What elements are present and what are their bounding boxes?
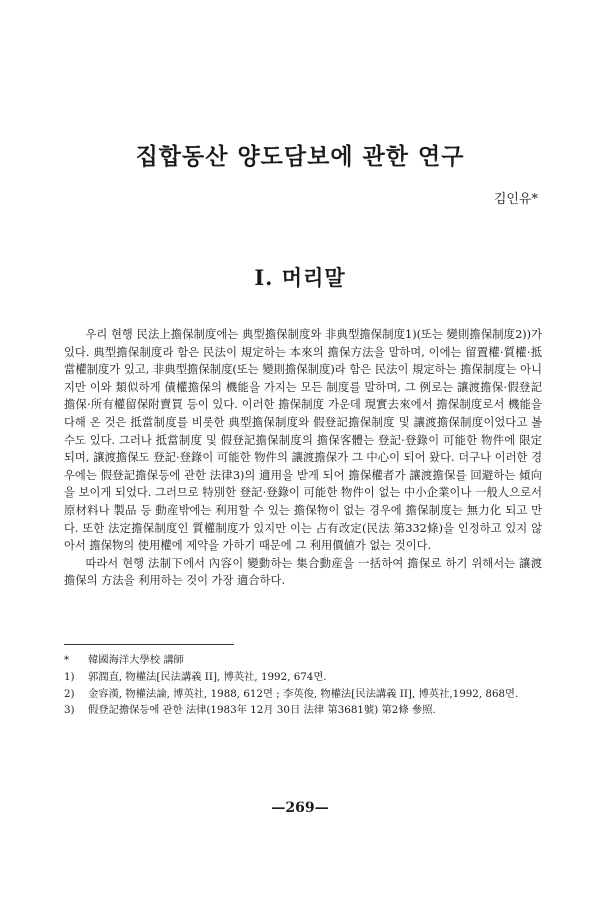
- paragraph: 우리 현행 民法上擔保制度에는 典型擔保制度와 非典型擔保制度1)(또는 變則擔保制度2))가 있다. 典型擔保制度라 함은 民法이 規定하는 本來의 擔保方法을 말하며, 이에는 留置權·質權·抵當權制度가 있고, 非典型擔保制度(또는 變則擔保制度)라 함은 民法이 規定하는 擔保制度는 아니지만 이와 類似하게 債權擔保의 機能을 가지는 모든 制度를 말하며, 그 例로는 讓渡擔保·假登記擔保·所有權留保附賣買 등이 있다. 이러한 擔保制度 가운데 現實去來에서 擔保制度로서 機能을 다해 온 것은 抵當制度를 비롯한 典型擔保制度와 假登記擔保制度 및 讓渡擔保制度이었다고 볼 수도 있다. 그러나 抵當制度 및 假登記擔保制度의 擔保客體는 登記·登錄이 可能한 物件에 限定되며, 讓渡擔保도 登記·登錄이 可能한 物件의 讓渡擔保가 그 中心이 되어 왔다. 더구나 이러한 경우에는 假登記擔保등에 관한 法律3)의 適用을 받게 되어 擔保權者가 讓渡擔保를 回避하는 傾向을 보이게 되었다. 그러므로 特別한 登記·登錄이 可能한 物件이 없는 中小企業이나 一般人으로서 原材料나 製品 등 動産밖에는 利用할 수 있는 擔保物이 없는 경우에 擔保制度는 無力化 되고 만다. 또한 法定擔保制度인 質權制度가 있지만 이는 占有改定(民法 第332條)을 인정하고 있지 않아서 擔保物의 使用權에 제약을 가하기 때문에 그 利用價値가 없는 것이다.: [64, 328, 542, 553]
- footnote-text: 郭潤直, 物權法[民法講義 II], 博英社, 1992, 674면.: [88, 670, 327, 683]
- footnote-divider: [64, 644, 234, 645]
- footnote: [64, 669, 542, 686]
- footnote-text: 韓國海洋大學校 講師: [88, 654, 184, 666]
- footnote-text: 假登記擔保등에 관한 法律(1983年 12月 30日 法律 第3681號) 第2條 參照.: [88, 704, 436, 717]
- footnote-mark: 1): [64, 670, 75, 683]
- footnote-mark: 3): [64, 704, 75, 717]
- footnote-mark: 2): [64, 687, 75, 700]
- footnotes: [64, 652, 542, 719]
- footnote-text: 金容漢, 物權法論, 博英社, 1988, 612면 ; 李英俊, 物權法[民法講義 II], 博英社,1992, 868면.: [88, 687, 519, 700]
- body-text: [64, 326, 542, 590]
- paper-title: 집합동산 양도담보에 관한 연구: [135, 143, 465, 170]
- section-heading: I. 머리말: [254, 265, 346, 290]
- footnote: [64, 652, 542, 669]
- page-number: —269—: [271, 800, 329, 816]
- footnote: [64, 686, 542, 703]
- author-name: 김인유*: [493, 192, 538, 207]
- paragraph: 따라서 현행 法制下에서 內容이 變動하는 集合動産을 一括하여 擔保로 하기 위해서는 讓渡擔保의 方法을 利用하는 것이 가장 適合하다.: [64, 556, 542, 588]
- footnote-mark: *: [64, 654, 70, 666]
- footnote: [64, 702, 542, 719]
